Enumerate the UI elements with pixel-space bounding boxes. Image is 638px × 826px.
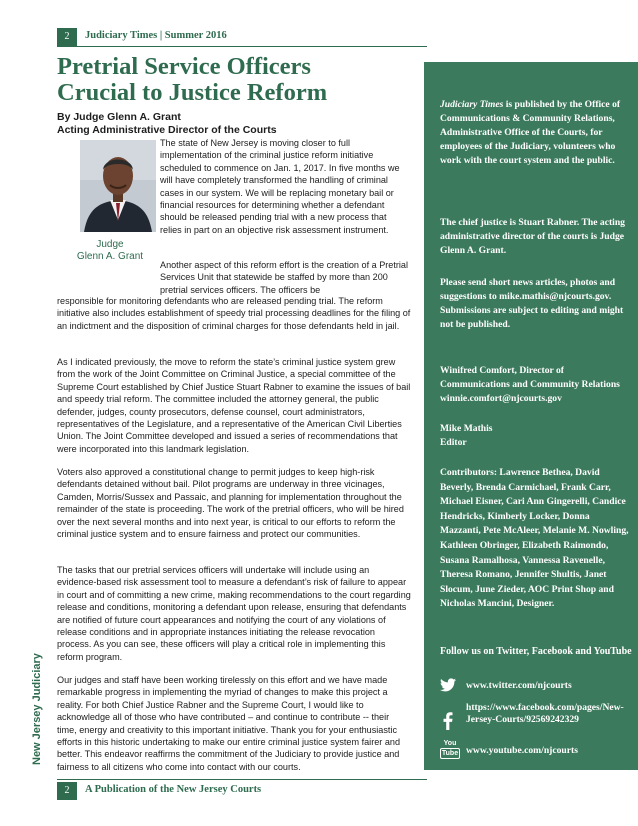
header-divider	[57, 46, 427, 47]
byline	[57, 111, 277, 137]
side-label-text: New Jersey Judiciary	[31, 653, 43, 765]
byline-role: Acting Administrative Director of the Courts	[57, 124, 277, 136]
facebook-url[interactable]: https://www.facebook.com/pages/New-Jersey-Courts/92569242329	[466, 702, 624, 725]
header-page-number: 2	[57, 28, 77, 46]
publication-name: Judiciary Times	[440, 99, 504, 110]
author-photo	[80, 140, 156, 232]
editor-name: Mike Mathis	[440, 423, 493, 434]
director-name: Winifred Comfort, Director of Communications and Community Relations	[440, 365, 620, 390]
article-paragraph-6: Our judges and staff have been working tirelessly on this effort and we have made remarkable progress in implementing the myriad of changes to make this project a reality. For both Chief Justice Rabner and the Supreme Court, I would like to acknowledge all of those who have contributed – and continue to contribute -- their time, energy and creativity to this important initiative. Thank you for your enthusiastic efforts in this historic undertaking to make our entire criminal justice system fairer and better. This endeavor reaffirms the commitment of the Judiciary to provide justice and fairness to all citizens who come into contact with our courts.	[57, 675, 401, 772]
follow-us-heading: Follow us on Twitter, Facebook and YouTube	[440, 646, 632, 657]
youtube-icon	[440, 740, 460, 759]
twitter-icon	[440, 678, 456, 692]
article-paragraph-1: The state of New Jersey is moving closer to full implementation of the criminal justice reform initiative scheduled to commence on Jan. 1, 2017. In five months we will have completely transformed the handling of criminal cases in our system. We will be replacing monetary bail or financial resources for determining whether a defendant should be released pending trial with a new process that relies in part on an objective risk assessment instrument.	[160, 138, 400, 235]
article-title-line1: Pretrial Service Officers	[57, 53, 311, 80]
director-email[interactable]: winnie.comfort@njcourts.gov	[440, 393, 562, 404]
article-paragraph-2: Another aspect of this reform effort is the creation of a Pretrial Services Unit that statewide be staffed by more than 200 pretrial services officers. The officers be	[160, 260, 409, 295]
byline-name: By Judge Glenn A. Grant	[57, 111, 181, 123]
side-label	[30, 625, 46, 765]
youtube-url[interactable]: www.youtube.com/njcourts	[466, 745, 578, 756]
photo-caption-line2: Glenn A. Grant	[76, 251, 144, 262]
facebook-link[interactable]	[440, 702, 632, 742]
submissions-info: Please send short news articles, photos and suggestions to mike.mathis@njcourts.gov. Submissions are subject to editing and might not be published.	[440, 277, 624, 330]
article-title-line2: Crucial to Justice Reform	[57, 79, 328, 106]
youtube-icon-top: You	[443, 740, 457, 747]
publisher-description: is published by the Office of Communications & Community Relations, Administrative Office of the Courts, for employees of the Judiciary, volunteers who work with the court system and the public.	[440, 99, 621, 166]
twitter-url[interactable]: www.twitter.com/njcourts	[466, 680, 572, 691]
photo-caption-line1: Judge	[96, 239, 124, 250]
twitter-link[interactable]	[440, 678, 632, 694]
editor-info	[440, 422, 632, 450]
contributors-info: Contributors: Lawrence Bethea, David Beverly, Brenda Carmichael, Frank Carr, Michael Eisner, Cari Ann Gingerelli, Candice Hendricks, Kimberly Locker, Donna Mazzanti, Pete McAleer, Melanie M. Nowling, Kathleen Obringer, Elizabeth Raimondo, Susana Ramalhosa, Vannessa Ravenelle, Theresa Romano, Jennifer Shultis, Janet Slocum, June Zieder, AOC Print Shop and Nicholas Mancini, Designer.	[440, 467, 629, 610]
publisher-info	[440, 98, 632, 168]
director-info	[440, 364, 632, 406]
article-paragraph-4: Voters also approved a constitutional change to permit judges to keep high-risk defendants detained without bail. Pilot programs are underway in three vicinages, Camden, Morris/Sussex and Passaic, and planning for implementation throughout the remainder of the state is proceeding. The work of the pretrial officers, who will be hired over the next several months and into next year, is critical to our efforts to reform the criminal justice system and to ensure fairness and protect our communities.	[57, 467, 404, 540]
article-paragraph-3: As I indicated previously, the move to reform the state’s criminal justice system grew from the work of the Joint Committee on Criminal Justice, a special committee of the Supreme Court established by Chief Justice Stuart Rabner to examine the issues of bail and speedy trial reform. The committee included the attorney general, the public defender, judges, county prosecutors, defense counsel, court administrators, representatives of the Legislature, and a representative of the American Civil Liberties Union. The Joint Committee developed and issued a series of recommendations that were incorporated into this landmark legislation.	[57, 357, 411, 454]
article-paragraph-2-continued: responsible for monitoring defendants who are released pending trial. The reform initiative also includes establishment of speedy trial processing deadlines for the filing of an indictment and the disposition of criminal charges for those defendants held in jail.	[57, 296, 411, 331]
youtube-icon-bottom: Tube	[441, 750, 459, 757]
masthead-sidebar	[424, 62, 638, 770]
footer-text: A Publication of the New Jersey Courts	[85, 784, 262, 795]
facebook-icon	[440, 712, 456, 730]
photo-caption	[62, 239, 158, 263]
editor-title: Editor	[440, 437, 467, 448]
footer-page-number: 2	[57, 782, 77, 800]
youtube-link[interactable]	[440, 740, 632, 764]
footer-divider	[57, 779, 427, 780]
article-paragraph-5: The tasks that our pretrial services officers will undertake will include using an evidence-based risk assessment tool to measure a defendant’s risk of failure to appear in court and of committing a new crime, making recommendations to the court regarding release and conditions, monitoring a defendant upon release, ensuring that defendants are notified of future court appearances and notifying the court of any violations of release conditions and in appropriate instances initiating the release revocation process. As you can see, these officers will play a critical role in implementing this reform program.	[57, 565, 411, 662]
header-publication: Judiciary Times | Summer 2016	[85, 30, 227, 41]
author-portrait-graphic	[80, 140, 156, 232]
chief-justice-info: The chief justice is Stuart Rabner. The acting administrative director of the courts is Judge Glenn A. Grant.	[440, 217, 625, 256]
article-title	[57, 54, 427, 106]
